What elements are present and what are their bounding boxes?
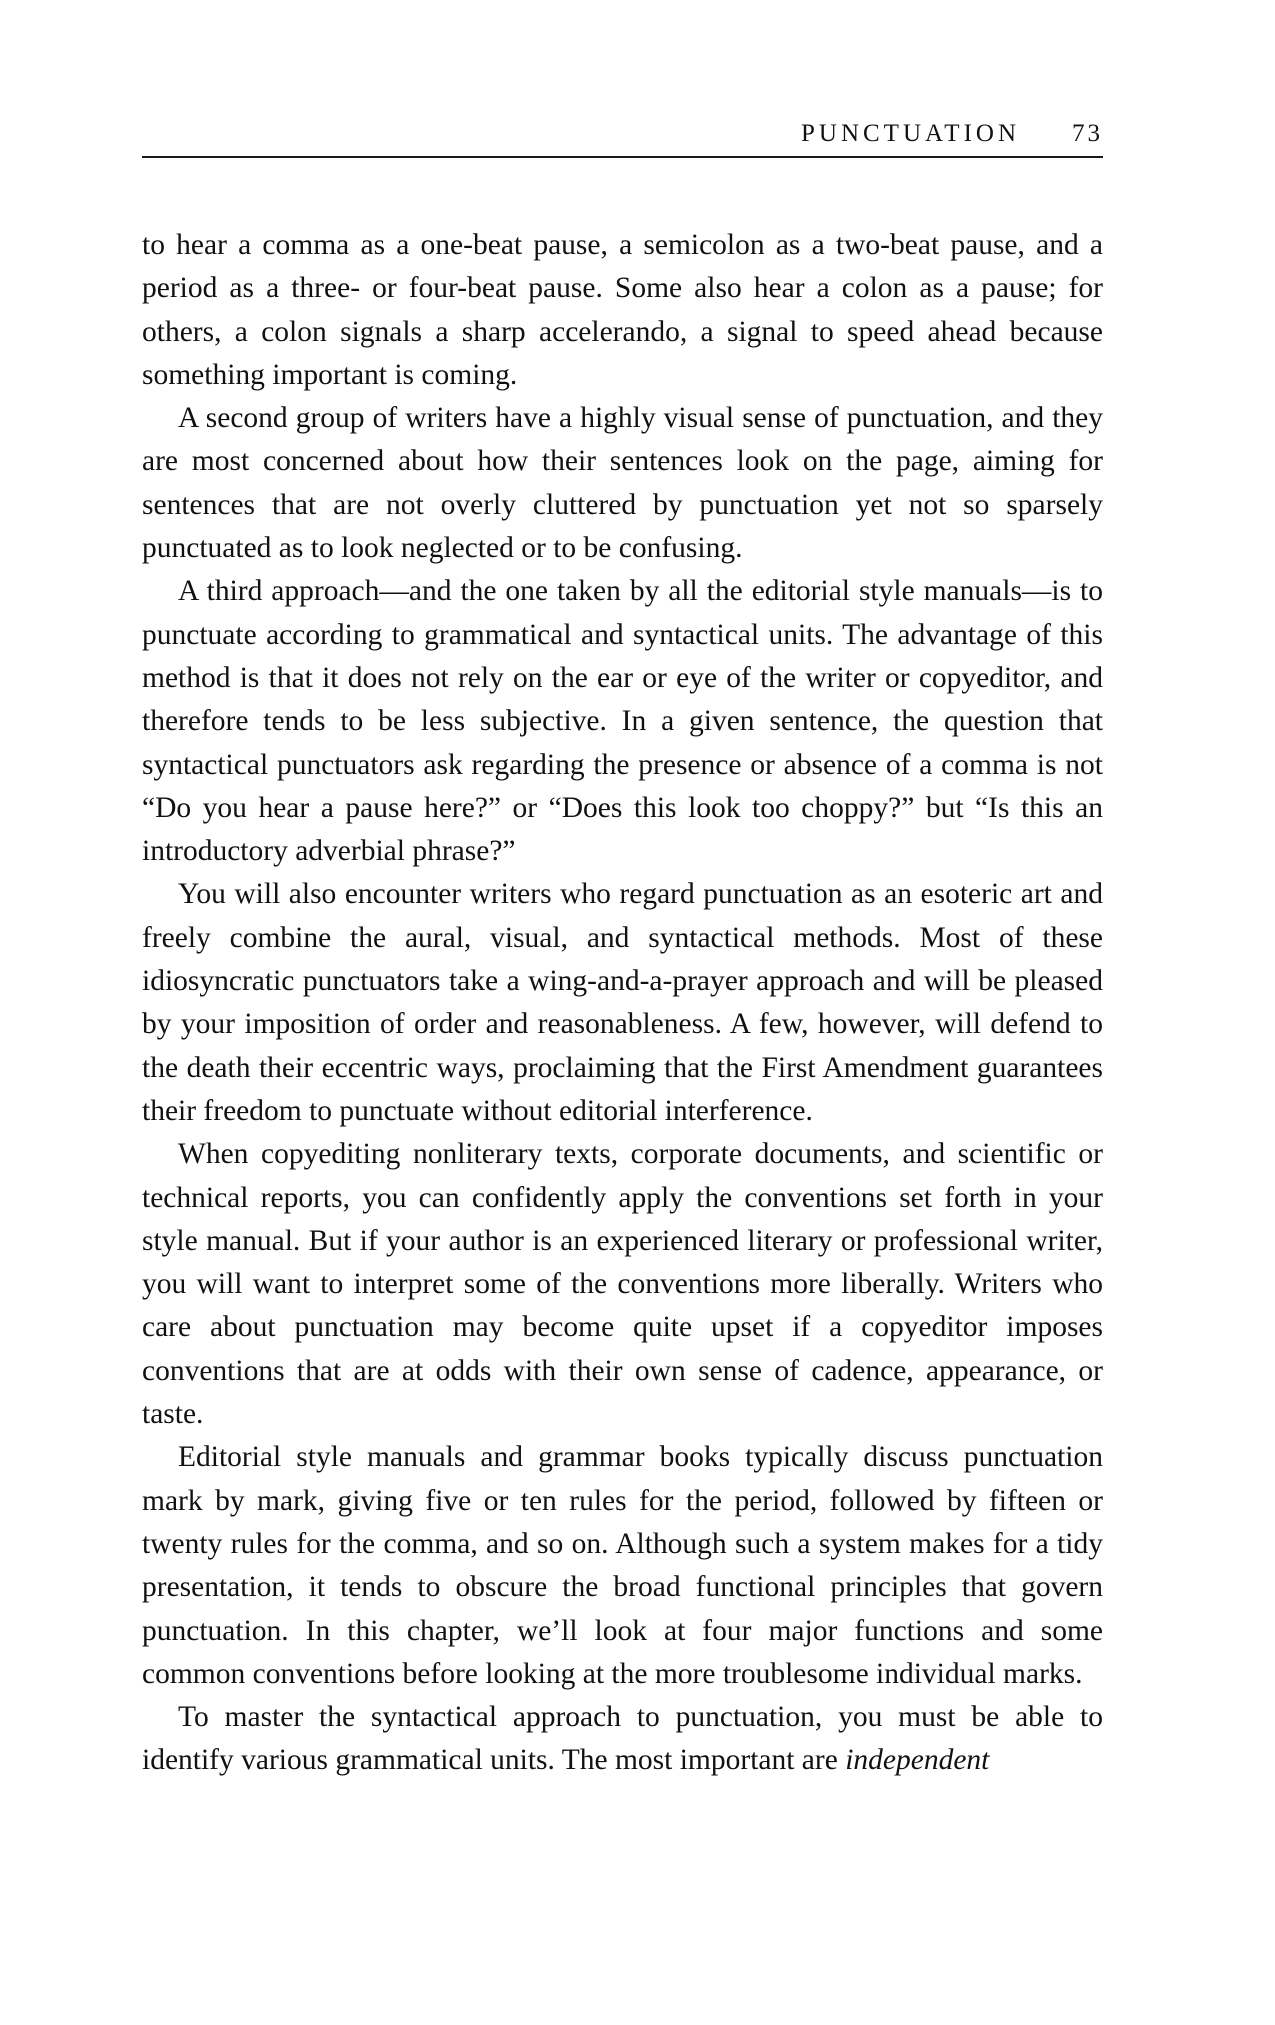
page-number: 73 xyxy=(1072,120,1103,147)
paragraph xyxy=(142,1696,1103,1783)
page-body xyxy=(142,224,1103,1783)
paragraph: Editorial style manuals and grammar books typically discuss punctuation mark by mark, giving five or ten rules for the period, followed by fifteen or twenty rules for the comma, and so on. Although such a system makes for a tidy presentation, it tends to obscure the broad functional principles that govern punctuation. In this chapter, we’ll look at four major functions and some common conventions before looking at the more troublesome individual marks. xyxy=(142,1441,1103,1690)
italic-term: independent xyxy=(845,1744,990,1777)
running-head xyxy=(142,112,1103,158)
paragraph-text: To master the syntactical approach to punctuation, you must be able to identify various grammatical units. The most important are xyxy=(142,1701,1103,1777)
paragraph: When copyediting nonliterary texts, corporate documents, and scientific or technical reports, you can confidently apply the conventions set forth in your style manual. But if your author is an experienced literary or professional writer, you will want to interpret some of the conventions more liberally. Writers who care about punctuation may become quite upset if a copyeditor imposes conventions that are at odds with their own sense of cadence, appearance, or taste. xyxy=(142,1138,1103,1431)
paragraph: to hear a comma as a one-beat pause, a semicolon as a two-beat pause, and a period as a three- or four-beat pause. Some also hear a colon as a pause; for others, a colon signals a sharp accelerando, a signal to speed ahead because something important is coming. xyxy=(142,229,1103,391)
paragraph: A third approach—and the one taken by all the editorial style manuals—is to punctuate according to grammatical and syntactical units. The advantage of this method is that it does not rely on the ear or eye of the writer or copyeditor, and therefore tends to be less subjective. In a given sentence, the question that syntactical punctuators ask regarding the presence or absence of a comma is not “Do you hear a pause here?” or “Does this look too choppy?” but “Is this an introductory adverbial phrase?” xyxy=(142,575,1103,868)
running-head-title: PUNCTUATION xyxy=(801,120,1020,147)
paragraph: A second group of writers have a highly visual sense of punctuation, and they are most concerned about how their sentences look on the page, aiming for sentences that are not overly cluttered by punctuation yet not so sparsely punctuated as to look neglected or to be confusing. xyxy=(142,402,1103,565)
paragraph: You will also encounter writers who regard punctuation as an esoteric art and freely combine the aural, visual, and syntactical methods. Most of these idiosyncratic punctuators take a wing-and-a-prayer approach and will be pleased by your imposition of order and reasonableness. A few, however, will defend to the death their eccentric ways, proclaiming that the First Amendment guarantees their freedom to punctuate without editorial interference. xyxy=(142,878,1103,1127)
